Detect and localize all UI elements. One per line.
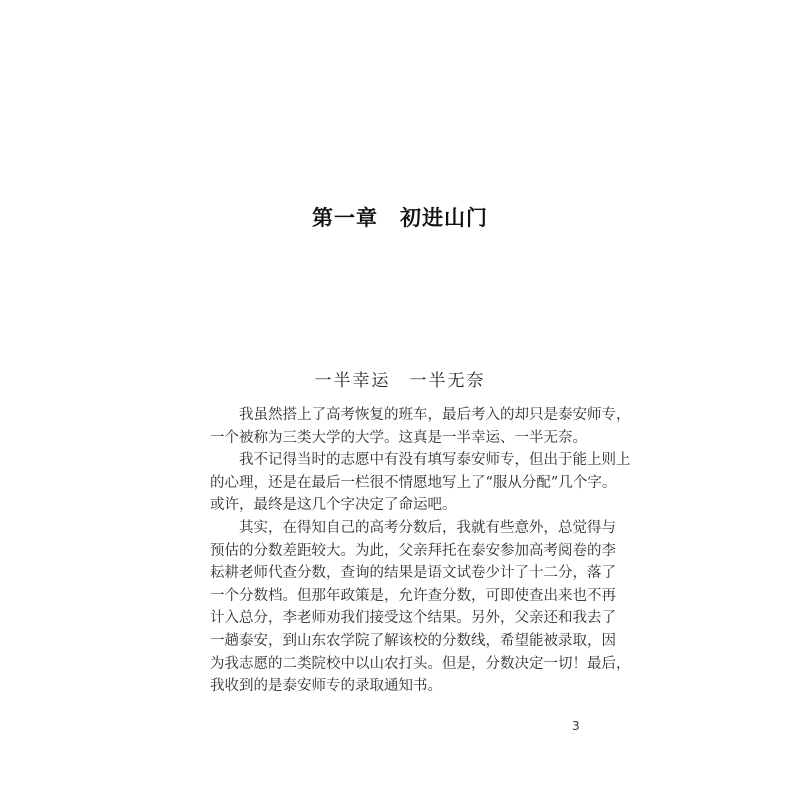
text-line: 我不记得当时的志愿中有没有填写泰安师专，但出于能上则上 bbox=[239, 452, 631, 469]
text-line: 或许，最终是这几个字决定了命运吧。 bbox=[210, 497, 457, 514]
text-line: 一个被称为三类大学的大学。这真是一半幸运、一半无奈。 bbox=[210, 429, 587, 446]
text-line: 我虽然搭上了高考恢复的班车，最后考入的却只是泰安师专， bbox=[239, 407, 631, 423]
text-line: 为我志愿的二类院校中以山农打头。但是，分数决定一切！最后， bbox=[210, 655, 631, 672]
body-text bbox=[210, 404, 631, 698]
text-line: 计入总分，李老师劝我们接受这个结果。另外，父亲还和我去了 bbox=[210, 610, 616, 627]
section-title: 一半幸运 一半无奈 bbox=[314, 371, 486, 391]
text-line: 其实，在得知自己的高考分数后，我就有些意外，总觉得与 bbox=[239, 519, 616, 536]
chapter-title: 第一章 初进山门 bbox=[312, 206, 488, 230]
text-line: 一趟泰安，到山东农学院了解该校的分数线，希望能被录取，因 bbox=[210, 632, 616, 649]
text-line: 预估的分数差距较大。为此，父亲拜托在泰安参加高考阅卷的李 bbox=[210, 542, 616, 559]
text-line: 耘耕老师代查分数，查询的结果是语文试卷少计了十二分，落了 bbox=[210, 565, 616, 582]
text-line: 一个分数档。但那年政策是，允许查分数，可即使查出来也不再 bbox=[210, 587, 616, 604]
text-line: 的心理，还是在最后一栏很不情愿地写上了“服从分配”几个字。 bbox=[210, 474, 617, 491]
page-number: 3 bbox=[572, 719, 580, 733]
text-line: 我收到的是泰安师专的录取通知书。 bbox=[210, 678, 442, 695]
